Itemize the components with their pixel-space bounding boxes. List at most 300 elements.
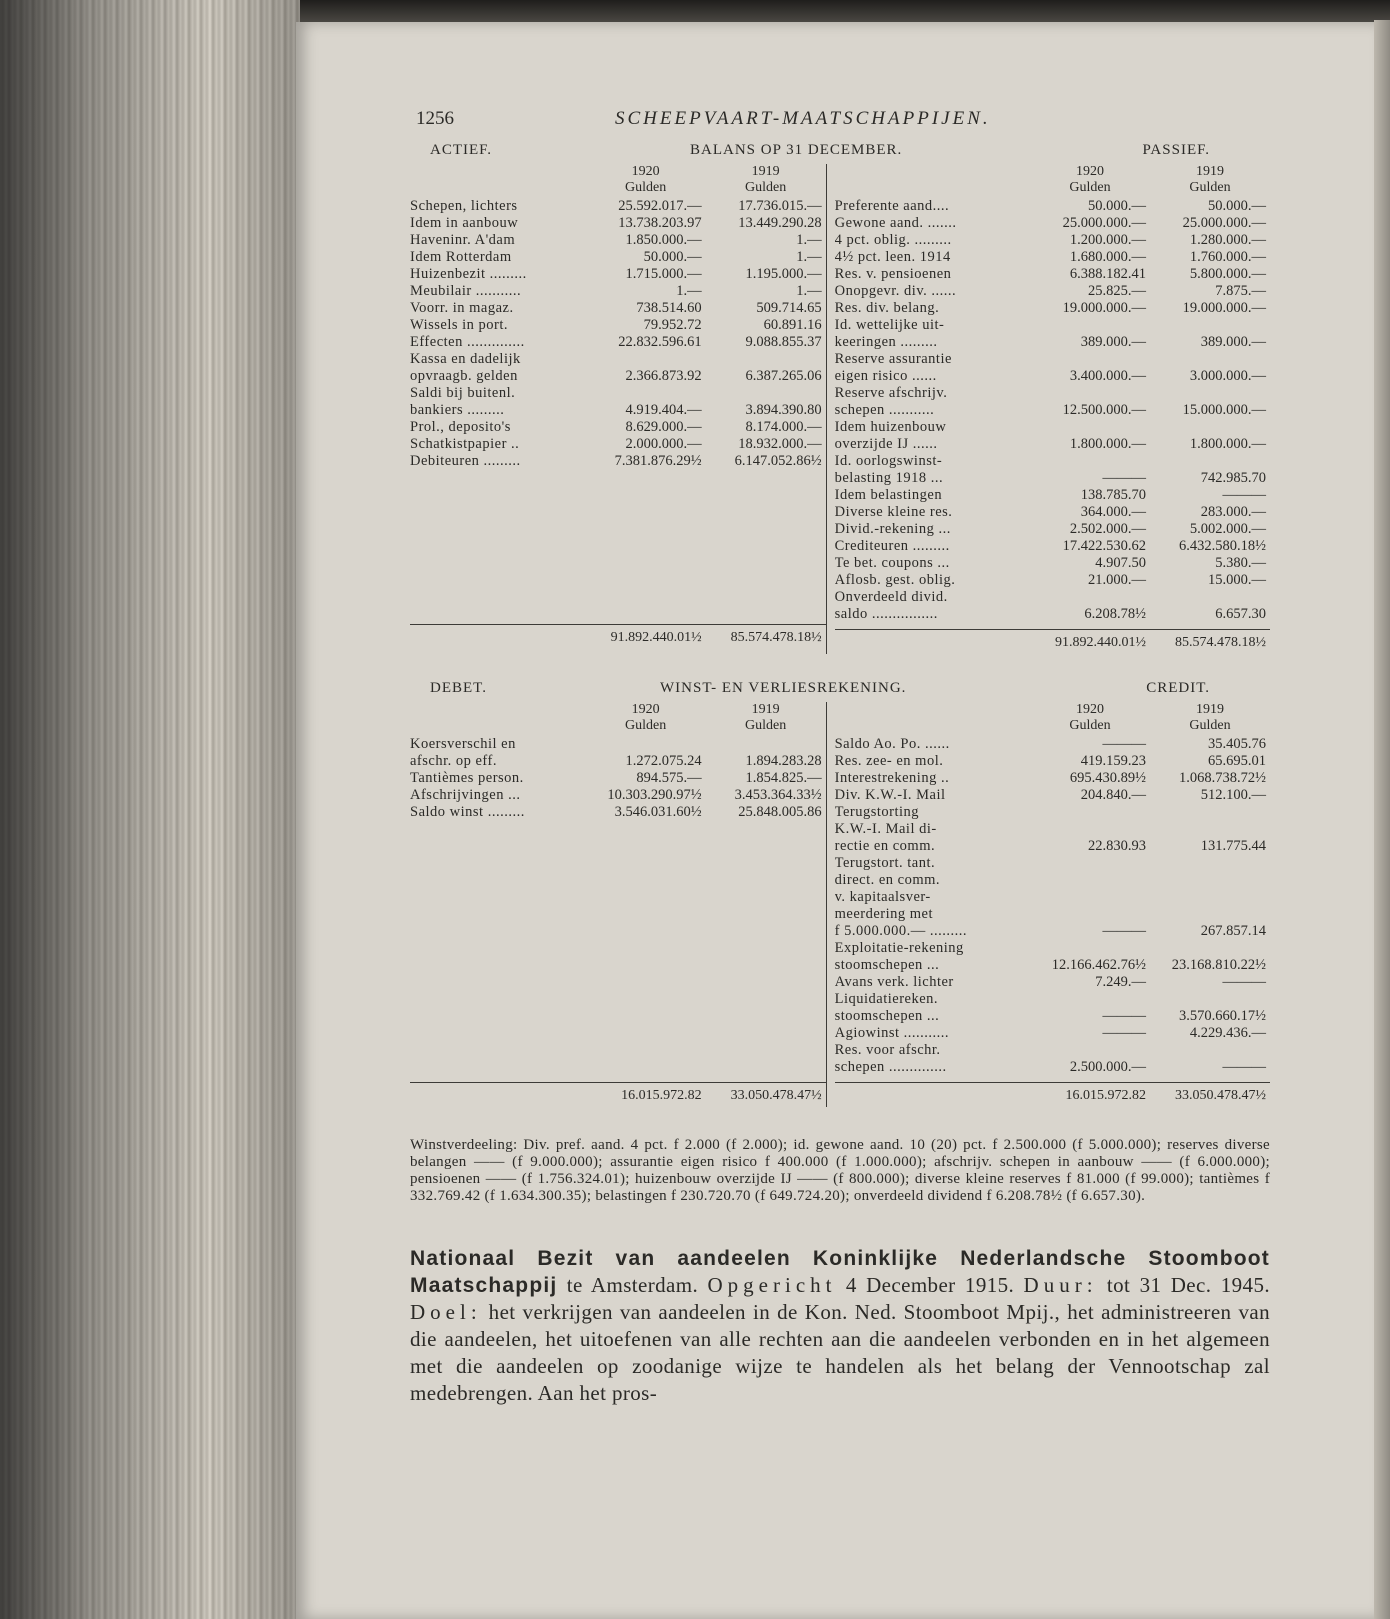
total-1920: 16.015.972.82 (621, 1088, 702, 1103)
unit-label: Gulden (1069, 180, 1111, 195)
row-label: Saldi bij buitenl. (410, 385, 516, 401)
value-1920: 1.850.000.— (625, 232, 702, 248)
row-label: Crediteuren ......... (834, 538, 950, 554)
table-row (835, 1025, 1270, 1042)
value-1919: 6.147.052.86½ (734, 453, 822, 469)
table-row (410, 736, 826, 753)
passief-totals (835, 629, 1270, 654)
value-1920: 8.629.000.— (625, 419, 702, 435)
row-label: stoomschepen ... (834, 1008, 940, 1024)
value-1920: 3.400.000.— (1069, 368, 1146, 384)
table-row (410, 419, 826, 436)
table-row (835, 283, 1270, 300)
passief-col-header (835, 164, 1270, 198)
total-1919: 85.574.478.18½ (1175, 635, 1266, 650)
row-label: Koersverschil en (410, 736, 516, 752)
table-row (410, 453, 826, 470)
year-1919: 1919 (1196, 164, 1224, 179)
value-1920: 1.680.000.— (1069, 249, 1146, 265)
row-label: Kassa en dadelijk (410, 351, 521, 367)
table-row (835, 606, 1270, 623)
value-1920: 7.249.— (1095, 974, 1146, 990)
winstverdeeling-paragraph: Winstverdeeling: Div. pref. aand. 4 pct. f 2.000 (f 2.000); id. gewone aand. 10 (20) pct. f 2.500.000 (f 5.000.000); reserves diverse belangen —— (f 9.000.000); assurantie eigen risico f 400.000 (f 1.000.000); afschrijv. schepen in aanbouw —— (f 6.000.000); pensioenen —— (f 1.756.324.01); huizenbouw overzijde IJ —— (f 800.000); diverse kleine reserves f 81.000 (f 99.000); tantièmes f 332.769.42 (f 1.634.300.35); belastingen f 230.720.70 (f 649.724.20); onverdeeld dividend f 6.208.78½ (f 6.657.30). (410, 1137, 1270, 1204)
row-label: Haveninr. A'dam (410, 232, 516, 248)
row-label: Effecten .............. (410, 334, 525, 350)
table-row (410, 215, 826, 232)
row-label: direct. en comm. (834, 872, 941, 888)
table-row (410, 198, 826, 215)
table-row (835, 872, 1270, 889)
table-row (835, 249, 1270, 266)
debet-column (410, 702, 826, 1107)
table-row (410, 300, 826, 317)
opgericht-value: 4 December 1915. (836, 1273, 1024, 1297)
value-1919: 1.195.000.— (745, 266, 822, 282)
row-label: Voorr. in magaz. (410, 300, 514, 316)
row-label: Liquidatiereken. (834, 991, 939, 1007)
value-1919: 25.848.005.86 (738, 804, 822, 820)
row-label: Terugstorting (834, 804, 920, 820)
value-1920: 12.166.462.76½ (1051, 957, 1146, 973)
page-content (410, 108, 1270, 1407)
year-1919: 1919 (1196, 702, 1224, 717)
value-1920: 894.575.— (636, 770, 702, 786)
table-row (410, 334, 826, 351)
opgericht-label: Opgericht (707, 1273, 837, 1297)
value-1920 (1030, 589, 1150, 606)
table-row (835, 266, 1270, 283)
value-1919: 512.100.— (1200, 787, 1266, 803)
row-label: Exploitatie-rekening (834, 940, 964, 956)
total-1920: 91.892.440.01½ (610, 630, 702, 645)
row-label: rectie en comm. (834, 838, 936, 854)
value-1919: 3.000.000.— (1189, 368, 1266, 384)
passief-heading: PASSIEF. (1142, 142, 1210, 158)
debet-rows (410, 736, 826, 821)
row-label: opvraagb. gelden (410, 368, 518, 384)
balans-title: BALANS OP 31 DECEMBER. (690, 142, 903, 158)
value-1919 (1150, 351, 1270, 368)
value-1920: 1.272.075.24 (625, 753, 702, 769)
table-row (835, 300, 1270, 317)
table-row (835, 487, 1270, 504)
unit-label: Gulden (745, 180, 787, 195)
actief-heading: ACTIEF. (430, 142, 493, 158)
row-label: Idem huizenbouw (834, 419, 947, 435)
table-row (410, 368, 826, 385)
table-row (835, 385, 1270, 402)
total-1919: 33.050.478.47½ (730, 1088, 822, 1103)
value-1920: 25.000.000.— (1062, 215, 1146, 231)
value-1919: 17.736.015.— (738, 198, 822, 214)
debet-col-header (410, 702, 826, 736)
value-1920: 2.000.000.— (625, 436, 702, 452)
row-label: bankiers ......... (410, 402, 505, 418)
value-1919: 6.432.580.18½ (1179, 538, 1266, 554)
value-1919: 1.894.283.28 (745, 753, 822, 769)
table-row (835, 521, 1270, 538)
value-1919 (706, 351, 826, 368)
value-1919 (1150, 940, 1270, 957)
value-1919: ——— (1222, 1059, 1266, 1075)
passief-rows (835, 198, 1270, 623)
total-1920: 16.015.972.82 (1065, 1088, 1146, 1103)
value-1920 (1030, 419, 1150, 436)
table-row (835, 232, 1270, 249)
row-label: Saldo Ao. Po. ...... (834, 736, 950, 752)
value-1919: 6.387.265.06 (745, 368, 822, 384)
table-row (410, 770, 826, 787)
table-row (835, 572, 1270, 589)
binding-shadow (0, 0, 300, 1619)
value-1919 (1150, 889, 1270, 906)
value-1919 (1150, 317, 1270, 334)
value-1920: ——— (1102, 923, 1146, 939)
row-label: overzijde IJ ...... (834, 436, 938, 452)
value-1920: 25.825.— (1088, 283, 1146, 299)
table-row (835, 923, 1270, 940)
table-row (410, 402, 826, 419)
row-label: Meubilair ........... (410, 283, 522, 299)
row-label: Reserve assurantie (834, 351, 952, 367)
table-row (835, 821, 1270, 838)
winst-table (410, 702, 1270, 1107)
value-1920: 50.000.— (643, 249, 702, 265)
value-1920 (1030, 906, 1150, 923)
row-label: Onopgevr. div. ...... (834, 283, 957, 299)
value-1919: ——— (1222, 974, 1266, 990)
table-row (835, 787, 1270, 804)
row-label: Aflosb. gest. oblig. (834, 572, 956, 588)
credit-heading: CREDIT. (1146, 680, 1210, 696)
value-1919: 5.800.000.— (1189, 266, 1266, 282)
value-1920: 1.715.000.— (625, 266, 702, 282)
value-1920: 389.000.— (1080, 334, 1146, 350)
value-1919: 389.000.— (1200, 334, 1266, 350)
value-1919: ——— (1222, 487, 1266, 503)
running-head (410, 108, 1270, 142)
value-1919 (1150, 991, 1270, 1008)
row-label: Te bet. coupons ... (834, 555, 950, 571)
table-row (835, 906, 1270, 923)
row-label: schepen .............. (834, 1059, 947, 1075)
value-1919: 1.— (796, 232, 822, 248)
table-row (835, 1042, 1270, 1059)
value-1920: 19.000.000.— (1062, 300, 1146, 316)
value-1920 (586, 351, 706, 368)
table-row (410, 249, 826, 266)
value-1920: 22.830.93 (1088, 838, 1146, 854)
value-1920 (586, 385, 706, 402)
table-row (835, 555, 1270, 572)
row-label: v. kapitaalsver- (834, 889, 931, 905)
value-1919 (1150, 855, 1270, 872)
credit-column (826, 702, 1270, 1107)
table-row (835, 991, 1270, 1008)
debet-spacer (410, 821, 826, 1076)
table-row (835, 889, 1270, 906)
table-row (835, 957, 1270, 974)
value-1920: 17.422.530.62 (1062, 538, 1146, 554)
value-1920: 2.500.000.— (1069, 1059, 1146, 1075)
actief-rows (410, 198, 826, 470)
value-1920: 21.000.— (1088, 572, 1146, 588)
value-1920: 1.— (676, 283, 702, 299)
running-title: SCHEEPVAART-MAATSCHAPPIJEN. (615, 108, 991, 129)
actief-spacer (410, 470, 826, 618)
table-row (835, 368, 1270, 385)
value-1919: 3.570.660.17½ (1179, 1008, 1266, 1024)
credit-rows (835, 736, 1270, 1076)
value-1919: 15.000.000.— (1182, 402, 1266, 418)
duur-label: Duur: (1023, 1273, 1098, 1297)
value-1919 (706, 385, 826, 402)
value-1919 (1150, 589, 1270, 606)
winst-title: WINST- EN VERLIESREKENING. (660, 680, 907, 696)
value-1919: 13.449.290.28 (738, 215, 822, 231)
year-1919: 1919 (751, 164, 780, 179)
table-row (835, 470, 1270, 487)
row-label: Huizenbezit ......... (410, 266, 527, 282)
row-label: Idem Rotterdam (410, 249, 512, 265)
unit-label: Gulden (625, 718, 667, 733)
debet-totals (410, 1082, 826, 1107)
unit-label: Gulden (1189, 718, 1231, 733)
page-number: 1256 (416, 108, 454, 129)
value-1919: 9.088.855.37 (745, 334, 822, 350)
row-label: Res. zee- en mol. (834, 753, 944, 769)
table-row (835, 215, 1270, 232)
table-row (835, 804, 1270, 821)
row-label: Preferente aand.... (834, 198, 950, 214)
row-label: Reserve afschrijv. (834, 385, 948, 401)
table-row (410, 787, 826, 804)
nationaal-bezit-entry (410, 1245, 1270, 1407)
row-label: Debiteuren ......... (410, 453, 521, 469)
unit-label: Gulden (745, 718, 787, 733)
table-row (835, 736, 1270, 753)
unit-label: Gulden (1189, 180, 1231, 195)
value-1920: 50.000.— (1088, 198, 1146, 214)
value-1919 (1150, 1042, 1270, 1059)
row-label: stoomschepen ... (834, 957, 940, 973)
value-1920: 419.159.23 (1080, 753, 1146, 769)
value-1919 (1150, 385, 1270, 402)
value-1919: 1.280.000.— (1189, 232, 1266, 248)
value-1919: 5.380.— (1215, 555, 1266, 571)
value-1920: 2.502.000.— (1069, 521, 1146, 537)
value-1919 (1150, 821, 1270, 838)
table-row (835, 351, 1270, 368)
row-label: afschr. op eff. (410, 753, 497, 769)
value-1919 (1150, 872, 1270, 889)
value-1919 (1150, 804, 1270, 821)
row-label: Wissels in port. (410, 317, 509, 333)
value-1920: 79.952.72 (643, 317, 702, 333)
table-row (835, 198, 1270, 215)
row-label: Agiowinst ........... (834, 1025, 950, 1041)
row-label: Div. K.W.-I. Mail (834, 787, 946, 803)
row-label: Prol., deposito's (410, 419, 511, 435)
table-row (835, 855, 1270, 872)
value-1920 (1030, 1042, 1150, 1059)
row-label: Id. oorlogswinst- (834, 453, 943, 469)
value-1919: 3.894.390.80 (745, 402, 822, 418)
row-label: Avans verk. lichter (834, 974, 954, 990)
table-row (835, 1008, 1270, 1025)
doel-value: het verkrijgen van aandeelen in de Kon. Ned. Stoomboot Mpij., het administreeren van die aandeelen, het uitoefenen van alle rechten aan die aandeelen verbonden en in het algemeen met die aandeelen op zoodanige wijze te handelen als het belang der Vennootschap zal medebrengen. Aan het pros- (410, 1300, 1270, 1405)
doel-label: Doel: (410, 1300, 482, 1324)
value-1920: 13.738.203.97 (618, 215, 702, 231)
year-1920: 1920 (1076, 164, 1104, 179)
actief-col-header (410, 164, 826, 198)
row-label: Res. voor afschr. (834, 1042, 941, 1058)
balans-heading (410, 142, 1270, 164)
value-1920 (1030, 872, 1150, 889)
table-row (410, 385, 826, 402)
value-1919: 283.000.— (1200, 504, 1266, 520)
value-1919: 4.229.436.— (1189, 1025, 1266, 1041)
row-label: Schepen, lichters (410, 198, 518, 214)
value-1919: 509.714.65 (756, 300, 822, 316)
table-row (835, 974, 1270, 991)
table-row (835, 317, 1270, 334)
value-1919: 25.000.000.— (1182, 215, 1266, 231)
value-1919: 1.760.000.— (1189, 249, 1266, 265)
table-row (835, 419, 1270, 436)
value-1919: 5.002.000.— (1189, 521, 1266, 537)
total-1919: 85.574.478.18½ (730, 630, 822, 645)
table-row (835, 589, 1270, 606)
table-row (410, 317, 826, 334)
value-1919: 6.657.30 (1215, 606, 1266, 622)
value-1919 (1150, 453, 1270, 470)
value-1920: 25.592.017.— (618, 198, 702, 214)
balans-table (410, 164, 1270, 654)
value-1920 (1030, 804, 1150, 821)
table-row (835, 770, 1270, 787)
value-1920 (1030, 385, 1150, 402)
value-1920: 1.200.000.— (1069, 232, 1146, 248)
value-1920: 364.000.— (1080, 504, 1146, 520)
value-1920: ——— (1102, 470, 1146, 486)
value-1919 (1150, 906, 1270, 923)
row-label: saldo ................ (834, 606, 938, 622)
row-label: Gewone aand. ....... (834, 215, 957, 231)
row-label: Idem in aanbouw (410, 215, 519, 231)
value-1920: 7.381.876.29½ (614, 453, 702, 469)
value-1919: 131.775.44 (1200, 838, 1266, 854)
value-1920: 738.514.60 (636, 300, 702, 316)
value-1919: 3.453.364.33½ (734, 787, 822, 803)
value-1920 (1030, 855, 1150, 872)
total-1919: 33.050.478.47½ (1175, 1088, 1266, 1103)
unit-label: Gulden (1069, 718, 1111, 733)
value-1920 (1030, 940, 1150, 957)
row-label: 4 pct. oblig. ......... (834, 232, 952, 248)
value-1920: 4.919.404.— (625, 402, 702, 418)
value-1920 (1030, 351, 1150, 368)
table-row (410, 804, 826, 821)
value-1919 (1150, 419, 1270, 436)
year-1920: 1920 (631, 164, 660, 179)
row-label: Saldo winst ......... (410, 804, 525, 820)
row-label: 4½ pct. leen. 1914 (834, 249, 951, 265)
value-1920: 695.430.89½ (1069, 770, 1146, 786)
value-1919: 742.985.70 (1200, 470, 1266, 486)
table-row (410, 351, 826, 368)
value-1919: 15.000.— (1208, 572, 1266, 588)
value-1920: 3.546.031.60½ (614, 804, 702, 820)
value-1920: 6.208.78½ (1084, 606, 1146, 622)
table-row (835, 838, 1270, 855)
table-row (835, 334, 1270, 351)
row-label: meerdering met (834, 906, 933, 922)
table-row (410, 266, 826, 283)
value-1920 (1030, 317, 1150, 334)
value-1920: 4.907.50 (1095, 555, 1146, 571)
value-1919: 267.857.14 (1200, 923, 1266, 939)
value-1920: ——— (1102, 1025, 1146, 1041)
value-1920 (586, 736, 706, 753)
table-row (835, 753, 1270, 770)
row-label: Onverdeeld divid. (834, 589, 948, 605)
company-location: te Amsterdam. (557, 1273, 708, 1297)
value-1919: 60.891.16 (763, 317, 822, 333)
credit-col-header (835, 702, 1270, 736)
row-label: belasting 1918 ... (834, 470, 944, 486)
row-label: Afschrijvingen ... (410, 787, 521, 803)
row-label: Id. wettelijke uit- (834, 317, 945, 333)
value-1920: 12.500.000.— (1062, 402, 1146, 418)
table-row (835, 538, 1270, 555)
value-1919: 1.800.000.— (1189, 436, 1266, 452)
value-1920 (1030, 821, 1150, 838)
table-row (835, 453, 1270, 470)
value-1919: 65.695.01 (1208, 753, 1266, 769)
row-label: Schatkistpapier .. (410, 436, 520, 452)
table-row (410, 436, 826, 453)
actief-totals (410, 624, 826, 649)
company-title: Nationaal Bezit van aandeelen Koninklijke Nederlandsche Stoomboot Maatschappij (410, 1247, 1270, 1297)
table-row (410, 753, 826, 770)
table-row (835, 436, 1270, 453)
duur-value: tot 31 Dec. 1945. (1097, 1273, 1270, 1297)
value-1919: 8.174.000.— (745, 419, 822, 435)
year-1920: 1920 (1076, 702, 1104, 717)
year-1920: 1920 (631, 702, 660, 717)
value-1920: 6.388.182.41 (1069, 266, 1146, 282)
value-1920: ——— (1102, 736, 1146, 752)
table-row (410, 283, 826, 300)
row-label: Terugstort. tant. (834, 855, 936, 871)
value-1919: 23.168.810.22½ (1171, 957, 1266, 973)
value-1920 (1030, 991, 1150, 1008)
value-1920: 10.303.290.97½ (607, 787, 702, 803)
value-1919: 35.405.76 (1208, 736, 1266, 752)
row-label: Res. div. belang. (834, 300, 940, 316)
value-1920: 204.840.— (1080, 787, 1146, 803)
value-1919 (706, 736, 826, 753)
row-label: Res. v. pensioenen (834, 266, 952, 282)
total-1920: 91.892.440.01½ (1055, 635, 1146, 650)
table-row (835, 402, 1270, 419)
value-1920 (1030, 453, 1150, 470)
value-1919: 1.— (796, 283, 822, 299)
row-label: eigen risico ...... (834, 368, 937, 384)
actief-column (410, 164, 826, 654)
row-label: Divid.-rekening ... (834, 521, 951, 537)
